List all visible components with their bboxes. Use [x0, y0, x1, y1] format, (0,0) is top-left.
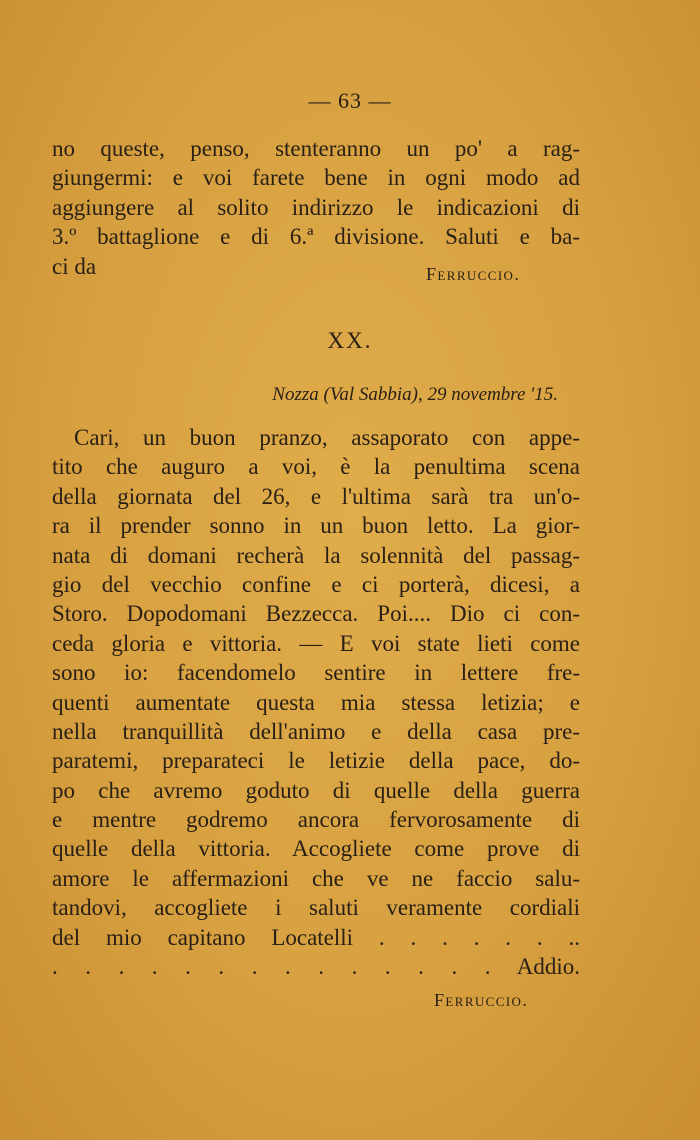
text-line: quelle della vittoria. Accogliete come prove di [52, 836, 580, 862]
text-line: quenti aumentate questa mia stessa letizia; e [52, 689, 580, 715]
text-line: no queste, penso, stenteranno un po' a rag- [52, 136, 580, 161]
text-line: giungermi: e voi farete bene in ogni modo ad [52, 165, 580, 191]
text-line: ra il prender sonno in un buon letto. La gior- [52, 513, 580, 539]
letter-body [52, 423, 580, 981]
text-line: amore le affermazioni che ve ne faccio salu- [52, 865, 580, 891]
text-line: aggiungere al solito indirizzo le indicazioni di [52, 194, 580, 220]
text-line: della giornata del 26, e l'ultima sarà tra un'o- [52, 483, 580, 509]
text-line: Storo. Dopodomani Bezzecca. Poi.... Dio ci con- [52, 601, 580, 627]
text-line: e mentre godremo ancora fervorosamente di [52, 807, 580, 833]
previous-letter-closing [52, 134, 580, 281]
page-number: — 63 — [308, 88, 392, 113]
text-line: nella tranquillità dell'animo e della casa pre- [52, 718, 580, 744]
letter-number-heading: XX. [327, 328, 373, 353]
text-line: po che avremo goduto di quelle della guerra [52, 777, 580, 803]
text-line: ceda gloria e vittoria. — E voi state lieti come [52, 630, 580, 656]
text-line: 3.º battaglione e di 6.ª divisione. Saluti e ba- [52, 224, 580, 250]
text-line: nata di domani recherà la solennità del passag- [52, 542, 580, 568]
text-line: tandovi, accogliete i saluti veramente cordiali [52, 895, 580, 921]
text-line: paratemi, preparateci le letizie della pace, do- [52, 748, 580, 774]
text-line: gio del vecchio confine e ci porterà, dicesi, a [52, 571, 580, 597]
signature: Ferruccio. [434, 990, 529, 1010]
text-line: sono io: facendomelo sentire in lettere fre- [52, 660, 580, 686]
text-line: del mio capitano Locatelli . . . . . . .. [52, 924, 580, 950]
letter-dateline: Nozza (Val Sabbia), 29 novembre '15. [272, 384, 558, 405]
text-line: . . . . . . . . . . . . . . Addio. [52, 954, 580, 980]
signature: Ferruccio. [426, 264, 521, 284]
text-line: tito che auguro a voi, è la penultima scena [52, 454, 580, 480]
text-line: Cari, un buon pranzo, assaporato con appe- [74, 425, 580, 450]
text-line: ci da [52, 253, 97, 279]
